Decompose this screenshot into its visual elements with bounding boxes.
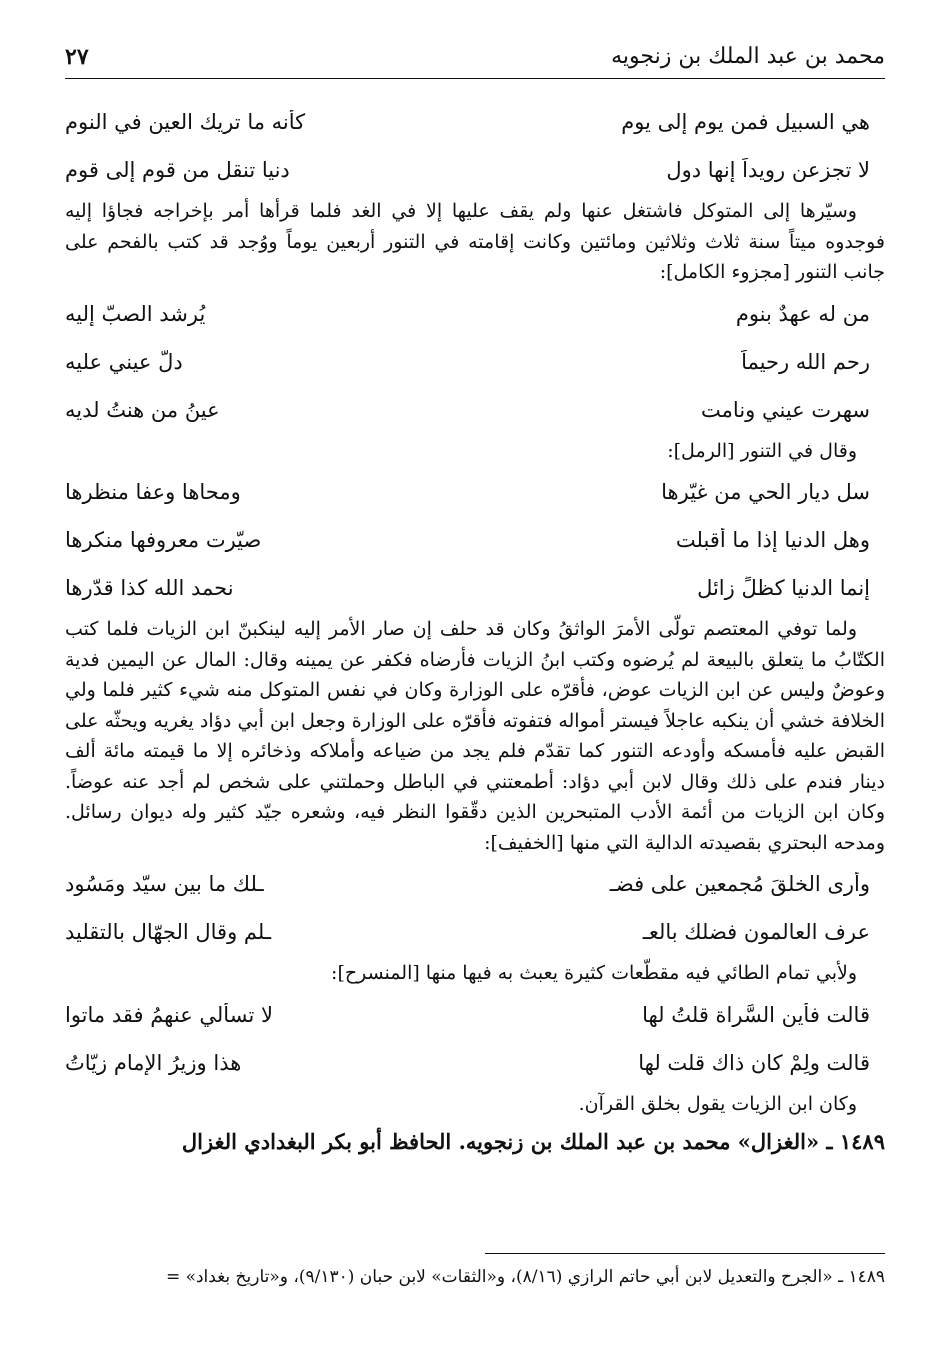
verse-line bbox=[65, 516, 885, 564]
prose-paragraph: وسيّرها إلى المتوكل فاشتغل عنها ولم يقف عليها إلا في الغد فلما قرأها أمر بإخراجه فجاؤا إليه فوجدوه ميتاً سنة ثلاث وثلاثين ومائتين وكانت إقامته في التنور أربعين يوماً ووُجد قد كتب بالفحم على جانب التنور [مجزوء الكامل]: bbox=[65, 200, 885, 283]
verse-second-hemistich: كأنه ما تريك العين في النوم bbox=[65, 110, 306, 134]
prose-paragraph: ولأبي تمام الطائي فيه مقطّعات كثيرة يعبث به فيها منها [المنسرح]: bbox=[331, 962, 857, 984]
verse-line bbox=[65, 338, 885, 386]
verse-first-hemistich: سل ديار الحي من غيّرها bbox=[661, 480, 870, 504]
verse-second-hemistich: دلّ عيني عليه bbox=[65, 349, 183, 374]
page-body bbox=[65, 98, 885, 1159]
verse-first-hemistich: قالت فأين السَّراة قلتُ لها bbox=[642, 1002, 870, 1027]
prose-paragraph: ولما توفي المعتصم تولّى الأمرَ الواثقُ وكان قد حلف إن صار الأمر إليه لينكبنّ ابن الزيات فلما كتب الكتّابُ ما يتعلق بالبيعة لم يُرضوه وكتب ابنُ الزيات فأرضاه فكفر عن يمينه وقال: المال عن اليمين فدية وعوضٌ وليس عن ابن الزيات عوض، فأقرّه على الوزارة وكان في نفس المتوكل منه شيء كثير فلما ولي الخلافة خشي أن ينكبه عاجلاً فيستر أمواله فتفوته فأقرّه على الوزارة وجعل ابن أبي دؤاد يغريه ويحثّه على القبض عليه فأمسكه وأودعه التنور كما تقدّم فلم يجد من ضياعه وأملاكه وذخائره إلا ما قيمته مائة ألف دينار فندم على ذلك وقال لابن أبي دؤاد: أطمعتني في الباطل وحملتني على شخص لم أجد عنه عوضاً. وكان ابن الزيات من أئمة الأدب المتبحرين الذين دقّقوا النظر فيه، وشعره جيّد كثير وله ديوان رسائل. ومدحه البحتري بقصيدته الدالية التي منها [الخفيف]: bbox=[65, 618, 885, 854]
footnote-divider bbox=[485, 1253, 885, 1254]
page-header bbox=[65, 38, 885, 79]
verse-second-hemistich: عينُ من هنتُ لديه bbox=[65, 397, 220, 422]
verse-first-hemistich: سهرت عيني ونامت bbox=[701, 397, 870, 422]
verse-first-hemistich: إنما الدنيا كظلٍّ زائلٍ bbox=[697, 576, 870, 600]
verse-second-hemistich: لا تسألي عنهمُ فقد ماتوا bbox=[65, 1002, 273, 1027]
verse-second-hemistich: ـلم وقال الجهّال بالتقليد bbox=[65, 920, 271, 944]
verse-line bbox=[65, 991, 885, 1039]
verse-line bbox=[65, 146, 885, 194]
verse-line bbox=[65, 564, 885, 612]
verse-first-hemistich: وهل الدنيا إذا ما أقبلت bbox=[675, 528, 870, 552]
verse-second-hemistich: نحمد الله كذا قدّرها bbox=[65, 576, 234, 600]
verse-line bbox=[65, 908, 885, 956]
verse-first-hemistich: عرف العالمون فضلك بالعـ bbox=[642, 920, 870, 944]
verse-line bbox=[65, 860, 885, 908]
verse-line bbox=[65, 468, 885, 516]
verse-first-hemistich: وأرى الخلقَ مُجمعين على فضـ bbox=[609, 872, 870, 896]
verse-first-hemistich: هي السبيل فمن يوم إلى يوم bbox=[621, 110, 870, 134]
prose-paragraph: وقال في التنور [الرمل]: bbox=[667, 439, 857, 462]
verse-first-hemistich: من له عهدٌ بنوم bbox=[735, 301, 870, 326]
verse-second-hemistich: صيّرت معروفها منكرها bbox=[65, 528, 262, 552]
page-number: ٢٧ bbox=[65, 44, 89, 70]
running-title: محمد بن عبد الملك بن زنجويه bbox=[611, 44, 885, 69]
verse-first-hemistich: رحم الله رحيماً bbox=[741, 349, 870, 374]
verse-second-hemistich: يُرشد الصبّ إليه bbox=[65, 301, 206, 326]
verse-line bbox=[65, 386, 885, 434]
biography-entry-heading: ١٤٨٩ ـ «الغزال» محمد بن عبد الملك بن زنجويه. الحافظ أبو بكر البغدادي الغزال bbox=[181, 1129, 885, 1154]
verse-second-hemistich: ـلك ما بين سيّد ومَسُود bbox=[65, 872, 264, 896]
verse-second-hemistich: هذا وزيرُ الإمامِ زيّاتُ bbox=[65, 1050, 242, 1075]
prose-paragraph: وكان ابن الزيات يقول بخلق القرآن. bbox=[578, 1092, 857, 1115]
footnote: ١٤٨٩ ـ «الجرح والتعديل لابن أبي حاتم الرازي (٨/١٦)، و«الثقات» لابن حبان (٩/١٣٠)، و«تاريخ بغداد» = bbox=[165, 1267, 885, 1287]
verse-line bbox=[65, 290, 885, 338]
verse-line bbox=[65, 98, 885, 146]
verse-second-hemistich: ومحاها وعفا منظرها bbox=[65, 480, 241, 504]
verse-second-hemistich: دنيا تنقل من قوم إلى قوم bbox=[65, 158, 290, 182]
verse-first-hemistich: قالت ولِمْ كان ذاك قلت لها bbox=[638, 1050, 870, 1075]
verse-first-hemistich: لا تجزعن رويداً إنها دول bbox=[666, 158, 870, 182]
verse-line bbox=[65, 1039, 885, 1087]
